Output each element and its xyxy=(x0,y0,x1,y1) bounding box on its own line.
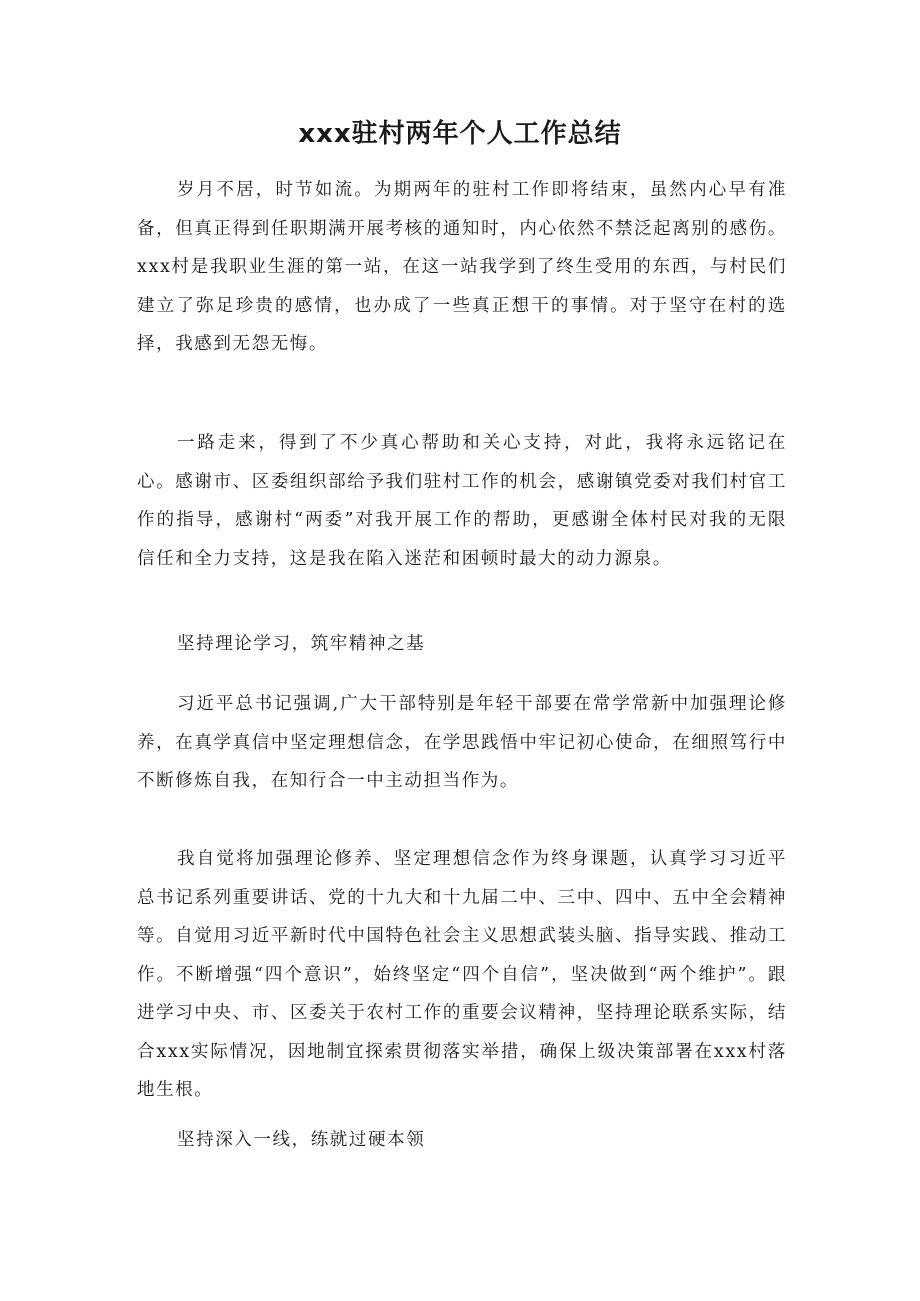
section-heading-theory-study: 坚持理论学习，筑牢精神之基 xyxy=(177,634,426,654)
paragraph-thanks: 一路走来，得到了不少真心帮助和关心支持，对此，我将永远铭记在心。感谢市、区委组织部给予我们驻村工作的机会，感谢镇党委对我们村官工作的指导，感谢村“两委”对我开展工作的帮助，更感谢全体村民对我的无限信任和全力支持，这是我在陷入迷茫和困顿时最大的动力源泉。 xyxy=(137,433,787,569)
section-heading-frontline: 坚持深入一线，练就过硬本领 xyxy=(177,1130,426,1150)
paragraph-intro: 岁月不居，时节如流。为期两年的驻村工作即将结束，虽然内心早有准备，但真正得到任职期满开展考核的通知时，内心依然不禁泛起离别的感伤。xxx村是我职业生涯的第一站，在这一站我学到了终生受用的东西，与村民们建立了弥足珍贵的感情，也办成了一些真正想干的事情。对于坚守在村的选择，我感到无怨无悔。 xyxy=(137,180,787,354)
paragraph-self-study: 我自觉将加强理论修养、坚定理想信念作为终身课题，认真学习习近平总书记系列重要讲话、党的十九大和十九届二中、三中、四中、五中全会精神等。自觉用习近平新时代中国特色社会主义思想武装头脑、指导实践、推动工作。不断增强“四个意识”，始终坚定“四个自信”，坚决做到“两个维护”。跟进学习中央、市、区委关于农村工作的重要会议精神，坚持理论联系实际，结合xxx实际情况，因地制宜探索贯彻落实举措，确保上级决策部署在xxx村落地生根。 xyxy=(137,849,787,1100)
paragraph-xi-quote: 习近平总书记强调,广大干部特别是年轻干部要在常学常新中加强理论修养，在真学真信中坚定理想信念，在学思践悟中牢记初心使命，在细照笃行中不断修炼自我，在知行合一中主动担当作为。 xyxy=(137,694,787,791)
document-title: xxx驻村两年个人工作总结 xyxy=(298,119,622,149)
